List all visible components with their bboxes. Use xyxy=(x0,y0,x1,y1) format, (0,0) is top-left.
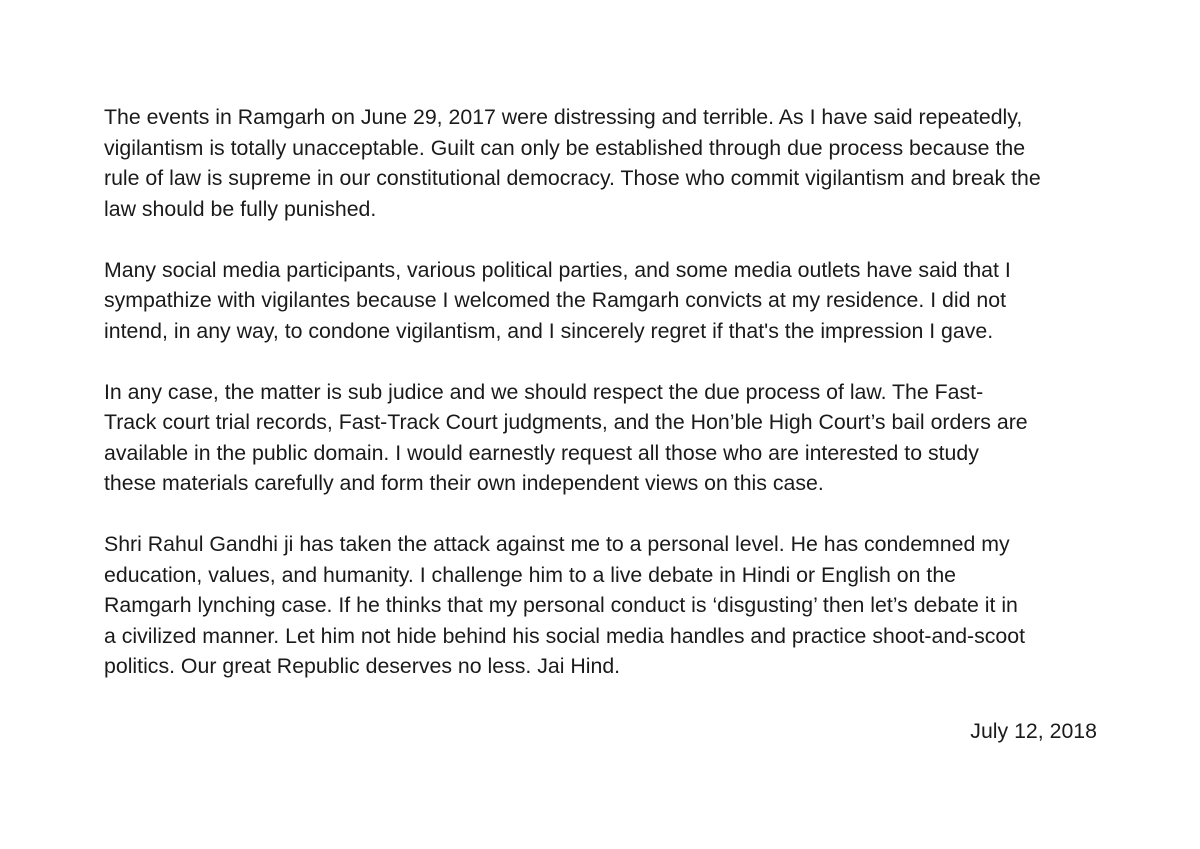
paragraph-debate-challenge: Shri Rahul Gandhi ji has taken the attack against me to a personal level. He has condemned my education, values, and humanity. I challenge him to a live debate in Hindi or English on the Ramgarh lynching case. If he thinks that my personal conduct is ‘disgusting’ then let’s debate it in a civilized manner. Let him not hide behind his social media handles and practice shoot-and-scoot politics. Our great Republic deserves no less. Jai Hind. xyxy=(104,532,1026,678)
statement-date: July 12, 2018 xyxy=(970,719,1097,743)
paragraph-ramgarh-events: The events in Ramgarh on June 29, 2017 were distressing and terrible. As I have said repeatedly, vigilantism is totally unacceptable. Guilt can only be established through due process because the rule of law is supreme in our constitutional democracy. Those who commit vigilantism and break the law should be fully punished. xyxy=(104,105,1041,221)
paragraph-sub-judice: In any case, the matter is sub judice and we should respect the due process of law. The Fast- Track court trial records, Fast-Track Court judgments, and the Hon’ble High Court’s bail orders are available in the public domain. I would earnestly request all those who are interested to study these materials carefully and form their own independent views on this case. xyxy=(104,379,1028,495)
paragraph-social-media-response: Many social media participants, various political parties, and some media outlets have said that I sympathize with vigilantes because I welcomed the Ramgarh convicts at my residence. I did not intend, in any way, to condone vigilantism, and I sincerely regret if that's the impression I gave. xyxy=(104,257,1011,343)
statement-body xyxy=(104,102,1100,712)
